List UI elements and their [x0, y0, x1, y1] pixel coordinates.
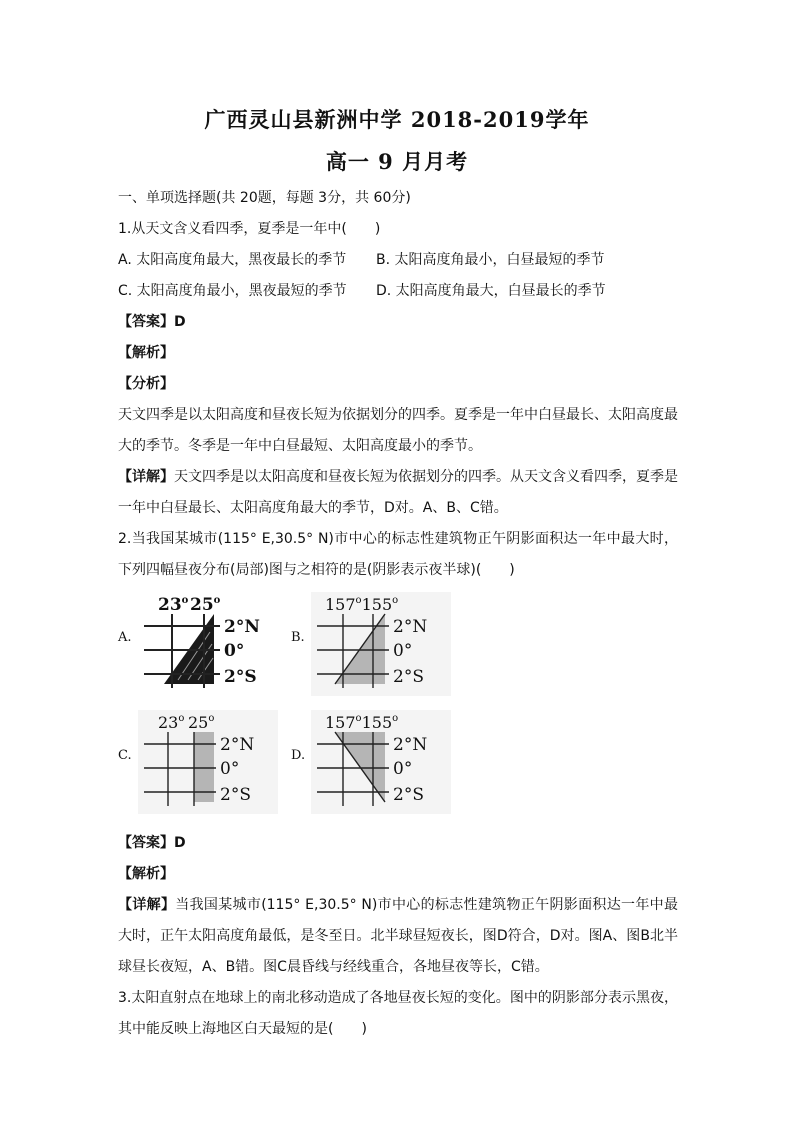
- q2-xiangjie-tag: 【详解】: [118, 897, 176, 913]
- figure-b-lat-bot: 2°S: [393, 667, 424, 687]
- q2-jiexi-heading: 【解析】: [118, 866, 174, 882]
- q1-options-row-1: [118, 245, 678, 276]
- figure-d-lon-left: 157: [325, 713, 356, 732]
- figure-c-deg2: o: [208, 713, 215, 724]
- q1-answer: 【答案】D: [118, 314, 186, 330]
- q3-stem: 3.太阳直射点在地球上的南北移动造成了各地昼夜长短的变化。图中的阴影部分表示黑夜，其中能反映上海地区白天最短的是( ): [118, 990, 678, 1037]
- figure-d-deg2: o: [392, 713, 399, 724]
- svg-text:157o155o: [325, 595, 398, 614]
- figure-c-lat-top: 2°N: [220, 735, 255, 755]
- q1-options-row-2: [118, 276, 678, 307]
- q1-fenxi-text: 天文四季是以太阳高度和昼夜长短为依据划分的四季。夏季是一年中白昼最长、太阳高度最大的季节。冬季是一年中白昼最短、太阳高度最小的季节。: [118, 407, 678, 454]
- q1-stem: 1.从天文含义看四季，夏季是一年中( ): [118, 221, 381, 237]
- figure-b-diagram: [311, 592, 451, 696]
- figure-a-lon-left: 23: [158, 595, 182, 615]
- figure-b-deg2: o: [392, 595, 399, 606]
- figure-c-lat-bot: 2°S: [220, 785, 251, 805]
- figure-a-diagram: [138, 592, 278, 696]
- figure-b-lon-right: 155: [361, 595, 393, 614]
- q1-option-b: B. 太阳高度角最小，白昼最短的季节: [376, 252, 605, 268]
- figure-c-lat-mid: 0°: [220, 759, 240, 779]
- q1-fenxi-heading: 【分析】: [118, 376, 174, 392]
- q2-figure-c: [118, 710, 278, 822]
- q2-stem: 2.当我国某城市(115° E,30.5° N)市中心的标志性建筑物正午阴影面积达一年中最大时，下列四幅昼夜分布(局部)图与之相符的是(阴影表示夜半球)( ): [118, 531, 678, 578]
- q2-figure-d: [291, 710, 451, 822]
- q2-figure-row-1: [118, 592, 678, 710]
- figure-d-lon-right: 155: [361, 713, 393, 732]
- figure-d-label: D.: [291, 748, 306, 763]
- figure-d-lat-bot: 2°S: [393, 785, 424, 805]
- figure-a-lat-mid: 0°: [224, 641, 245, 661]
- figure-b-label: B.: [291, 630, 305, 645]
- figure-d-lat-mid: 0°: [393, 759, 413, 779]
- figure-b-lon-left: 157: [325, 595, 356, 614]
- figure-b-lat-mid: 0°: [393, 641, 413, 661]
- q1-option-c: C. 太阳高度角最小，黑夜最短的季节: [118, 283, 347, 299]
- figure-a-lat-bot: 2°S: [224, 667, 257, 687]
- document-body: [118, 183, 678, 1045]
- figure-c-diagram: [138, 710, 278, 814]
- figure-c-lon-right: 25: [188, 713, 209, 732]
- figure-a-label: A.: [118, 630, 132, 645]
- document-subtitle: 高一 9 月月考: [325, 149, 469, 174]
- q2-xiangjie: [118, 890, 678, 983]
- figure-d-deg1: o: [355, 713, 362, 724]
- q2-figure-a: [118, 592, 278, 704]
- figure-c-deg1: o: [178, 713, 185, 724]
- figure-c-lon-left: 23: [158, 713, 179, 732]
- figure-b-deg1: o: [355, 595, 362, 606]
- q1-xiangjie: [118, 462, 678, 524]
- q1-option-d: D. 太阳高度角最大，白昼最长的季节: [376, 283, 606, 299]
- q2-figure-row-2: [118, 710, 678, 828]
- figure-b-lat-top: 2°N: [393, 617, 428, 637]
- q2-answer: 【答案】D: [118, 835, 186, 851]
- q2-figure-b: [291, 592, 451, 704]
- figure-d-lat-top: 2°N: [393, 735, 428, 755]
- figure-d-diagram: [311, 710, 451, 814]
- section-heading: 一、单项选择题(共 20题，每题 3分，共 60分): [118, 190, 411, 206]
- figure-a-deg2: o: [213, 595, 221, 606]
- figure-c-label: C.: [118, 748, 132, 763]
- q1-xiangjie-text: 天文四季是以太阳高度和昼夜长短为依据划分的四季。从天文含义看四季，夏季是一年中白昼最长、太阳高度角最大的季节，D对。A、B、C错。: [118, 469, 678, 516]
- figure-a-lon-right: 25: [190, 595, 214, 615]
- document-title: 广西灵山县新洲中学 2018-2019学年: [204, 107, 590, 132]
- svg-text:157o155o: [325, 713, 398, 732]
- q1-xiangjie-tag: 【详解】: [118, 469, 174, 485]
- figure-a-lat-top: 2°N: [224, 617, 260, 637]
- q1-option-a: A. 太阳高度角最大，黑夜最长的季节: [118, 252, 347, 268]
- q2-xiangjie-text: 当我国某城市(115° E,30.5° N)市中心的标志性建筑物正午阴影面积达一年中最大时，正午太阳高度角最低，是冬至日。北半球昼短夜长，图D符合，D对。图A、图B北半球昼长夜短，A、B错。图C晨昏线与经线重合，各地昼夜等长，C错。: [118, 897, 678, 975]
- q1-jiexi-heading: 【解析】: [118, 345, 174, 361]
- figure-a-deg1: o: [181, 595, 189, 606]
